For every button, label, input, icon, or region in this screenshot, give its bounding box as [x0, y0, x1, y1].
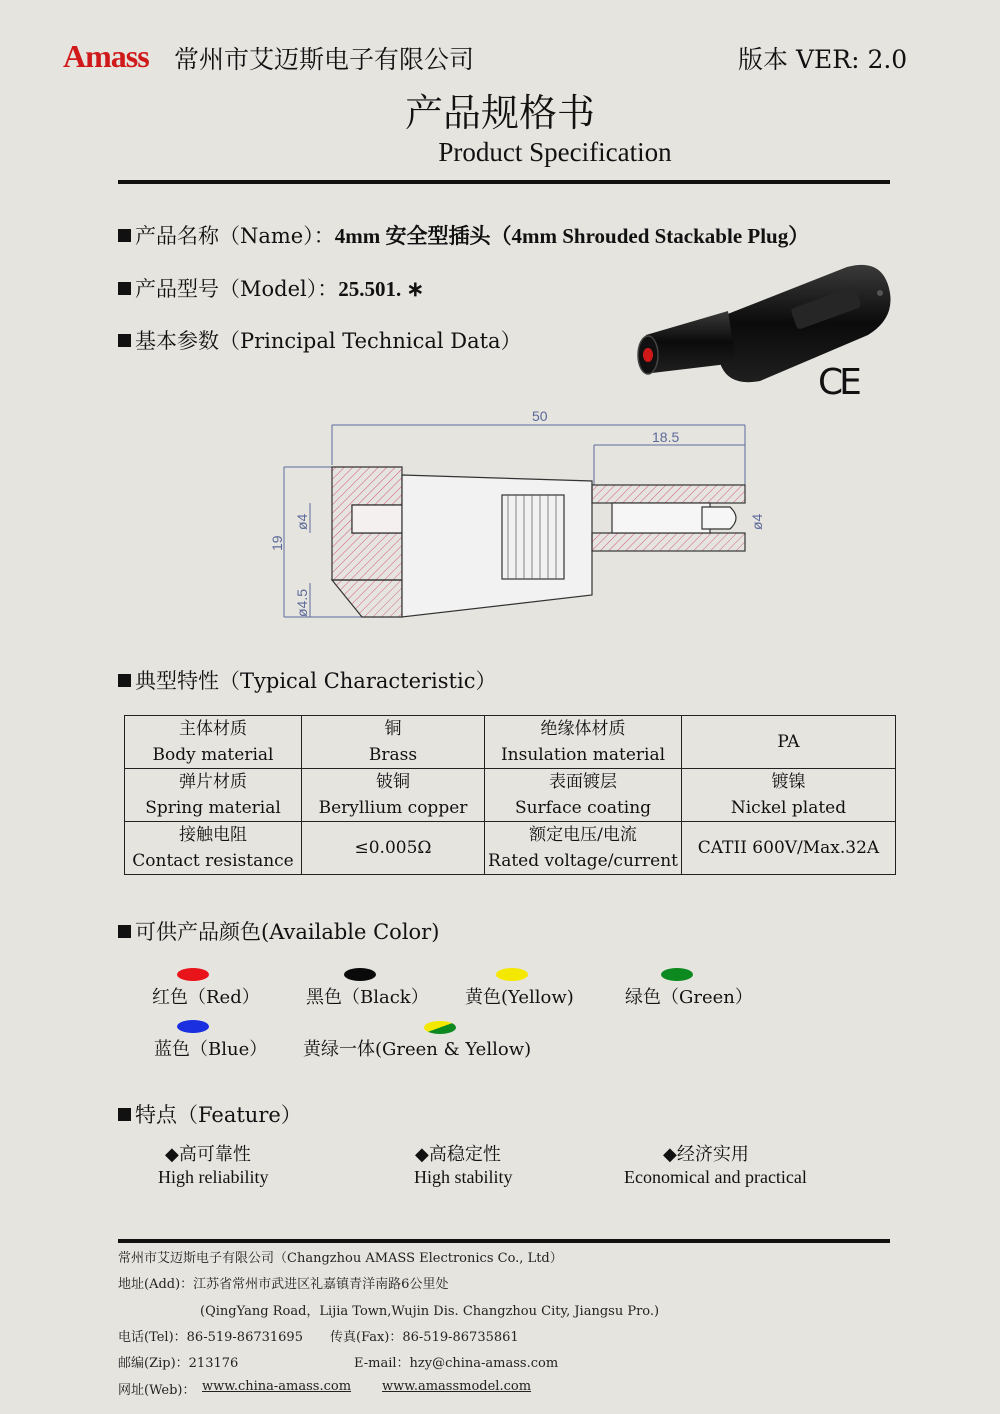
characteristics-table [124, 715, 896, 875]
black-swatch [344, 968, 376, 981]
tech-data-heading: 基本参数（Principal Technical Data） [118, 325, 522, 355]
feature-stability-en: High stability [414, 1167, 513, 1187]
company-name: 常州市艾迈斯电子有限公司 [174, 45, 475, 74]
website-link-2[interactable]: www.amassmodel.com [382, 1379, 532, 1394]
green-swatch [661, 968, 693, 981]
table-cell: 主体材质 Body material [125, 716, 302, 769]
color-red-label: 红色（Red） [152, 987, 260, 1008]
feature-reliability-cn: ◆高可靠性 [165, 1144, 251, 1165]
dim-d4-right: ø4 [749, 513, 765, 530]
table-cell: 额定电压/电流 Rated voltage/current [485, 822, 682, 875]
red-swatch [177, 968, 209, 981]
product-name-line [118, 220, 809, 250]
website-link-1[interactable]: www.china-amass.com [202, 1379, 352, 1394]
table-cell: 绝缘体材质 Insulation material [485, 716, 682, 769]
dim-50: 50 [532, 408, 548, 424]
color-green-yellow-label: 黄绿一体(Green & Yellow) [303, 1039, 532, 1060]
page-title-en: Product Specification [438, 137, 672, 167]
bullet-square [118, 925, 131, 938]
color-green-label: 绿色（Green） [625, 987, 753, 1008]
bullet-square [118, 334, 131, 347]
bullet-square [118, 229, 131, 242]
product-model-line [118, 273, 424, 303]
header-divider [118, 180, 890, 184]
product-model-label: 产品型号（Model）： [135, 277, 339, 301]
table-cell: 铍铜 Beryllium copper [302, 769, 485, 822]
feature-reliability-en: High reliability [158, 1167, 269, 1187]
color-blue-label: 蓝色（Blue） [154, 1039, 268, 1060]
footer-fax: 传真(Fax)：86-519-86735861 [330, 1330, 519, 1345]
characteristics-heading: 典型特性（Typical Characteristic） [118, 665, 496, 695]
footer-phone: 电话(Tel)：86-519-86731695 [118, 1330, 303, 1345]
yellow-swatch [496, 968, 528, 981]
color-black-label: 黑色（Black） [306, 987, 429, 1008]
blue-swatch [177, 1020, 209, 1033]
dim-d4-left: ø4 [294, 513, 310, 530]
table-cell: PA [682, 716, 896, 769]
footer-address-en: (QingYang Road，Lijia Town,Wujin Dis. Changzhou City, Jiangsu Pro.) [200, 1304, 660, 1319]
footer-zip: 邮编(Zip)：213176 [118, 1356, 239, 1371]
table-cell: CATII 600V/Max.32A [682, 822, 896, 875]
footer-address-cn: 地址(Add)：江苏省常州市武进区礼嘉镇青洋南路6公里处 [118, 1277, 449, 1292]
features-heading: 特点（Feature） [118, 1099, 302, 1129]
table-cell: ≤0.005Ω [302, 822, 485, 875]
colors-heading: 可供产品颜色(Available Color) [118, 916, 439, 946]
ce-mark: CE [818, 362, 858, 403]
table-cell: 表面镀层 Surface coating [485, 769, 682, 822]
footer-email: E-mail：hzy@china-amass.com [354, 1356, 559, 1371]
technical-drawing [262, 405, 782, 630]
dim-19: 19 [269, 535, 285, 551]
product-name-label: 产品名称（Name）： [135, 224, 335, 248]
feature-stability-cn: ◆高稳定性 [415, 1144, 501, 1165]
green-yellow-swatch [424, 1021, 456, 1034]
version-label: 版本 VER: 2.0 [738, 45, 908, 74]
page-title-cn: 产品规格书 [404, 91, 595, 135]
footer-divider [118, 1239, 890, 1243]
dim-18-5: 18.5 [652, 429, 680, 445]
color-yellow-label: 黄色(Yellow) [465, 987, 574, 1008]
table-cell: 镀镍 Nickel plated [682, 769, 896, 822]
bullet-square [118, 1108, 131, 1121]
bullet-square [118, 282, 131, 295]
product-model-value: 25.501. ∗ [338, 277, 425, 301]
table-row [125, 769, 896, 822]
bullet-square [118, 674, 131, 687]
footer-company: 常州市艾迈斯电子有限公司（Changzhou AMASS Electronics Co., Ltd） [118, 1251, 563, 1266]
footer-web-label: 网址(Web)： [118, 1383, 196, 1398]
table-cell: 铜 Brass [302, 716, 485, 769]
table-row [125, 822, 896, 875]
table-cell: 弹片材质 Spring material [125, 769, 302, 822]
table-row [125, 716, 896, 769]
feature-economical-en: Economical and practical [624, 1167, 807, 1187]
feature-economical-cn: ◆经济实用 [663, 1144, 749, 1165]
table-cell: 接触电阻 Contact resistance [125, 822, 302, 875]
product-name-value: 4mm 安全型插头（4mm Shrouded Stackable Plug） [334, 224, 810, 248]
company-logo: Amass [63, 38, 149, 74]
dim-d4-5: ø4.5 [294, 588, 310, 617]
